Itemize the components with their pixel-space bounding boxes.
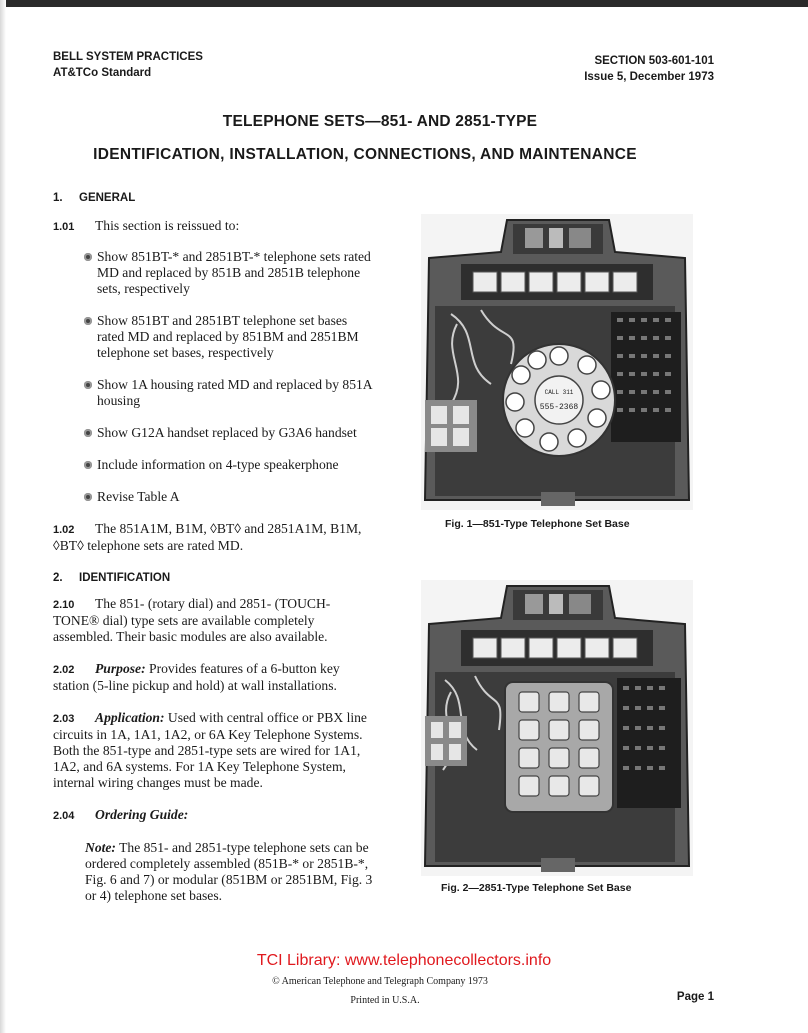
bullet-item: Show 851BT and 2851BT telephone set bases rated MD and replaced by 851BM and 2851BM telephone set bases, respectively: [53, 313, 373, 361]
bullet-item: Show 851BT-* and 2851BT-* telephone sets rated MD and replaced by 851B and 2851B telephone sets, respectively: [53, 249, 373, 297]
header-left: [53, 49, 203, 81]
header-standard: AT&TCo Standard: [53, 67, 152, 79]
bullet-icon: [84, 317, 92, 325]
bullet-icon: [84, 381, 92, 389]
bullet-icon: [84, 461, 92, 469]
section-general-heading: 1. GENERAL: [53, 192, 136, 204]
figure-851-base-photo: [421, 214, 693, 510]
bullet-icon: [84, 253, 92, 261]
header-practice: BELL SYSTEM PRACTICES: [53, 51, 203, 63]
printed-notice: Printed in U.S.A.: [350, 995, 420, 1006]
para-2-10: 2.10 The 851- (rotary dial) and 2851- (TOUCH-TONE® dial) type sets are available completely assembled. Their basic modules are also available.: [53, 596, 331, 644]
para-2-02: 2.02 Purpose: Provides features of a 6-button key station (5-line pickup and hold) at wall installations.: [53, 661, 340, 693]
scan-top-edge: [0, 0, 808, 7]
bullet-item: Include information on 4-type speakerphone: [53, 457, 373, 473]
para-2-04: 2.04 Ordering Guide:: [53, 807, 189, 822]
copyright-notice: © American Telephone and Telegraph Company 1973: [272, 976, 488, 987]
tci-library-link[interactable]: TCI Library: www.telephonecollectors.info: [256, 952, 552, 969]
dial-card-call-text: CALL 311: [544, 389, 574, 396]
para-1-02: 1.02 The 851A1M, B1M, ◊BT◊ and 2851A1M, B1M, ◊BT◊ telephone sets are rated MD.: [53, 521, 362, 553]
ordering-note: Note: The 851- and 2851-type telephone sets can be ordered completely assembled (851B-* or 2851B-*, Fig. 6 and 7) or modular (851BM or 2851BM, Fig. 3 or 4) telephone set bases.: [85, 840, 373, 903]
bullet-icon: [84, 493, 92, 501]
section-identification-heading: 2. IDENTIFICATION: [53, 572, 171, 584]
page-number: Page 1: [676, 991, 714, 1003]
para-2-03: 2.03 Application: Used with central office or PBX line circuits in 1A, 1A1, 1A2, or 6A Key Telephone Systems. Both the 851-type and 2851-type sets are wired for 1A1, 1A2, and 6A systems. For 1A Key Telephone System, internal wiring changes must be made.: [53, 710, 367, 790]
figure-2851-base-photo: [421, 580, 693, 876]
bullet-item: Show G12A handset replaced by G3A6 handset: [53, 425, 373, 441]
header-right: [584, 53, 714, 85]
header-issue: Issue 5, December 1973: [584, 71, 714, 83]
text-column: [53, 190, 373, 904]
figure-1-caption: Fig. 1—851-Type Telephone Set Base: [445, 518, 630, 530]
document-subtitle: IDENTIFICATION, INSTALLATION, CONNECTIONS, AND MAINTENANCE: [93, 146, 637, 163]
header-section: SECTION 503-601-101: [594, 55, 714, 67]
bullet-icon: [84, 429, 92, 437]
para-1-01: 1.01 This section is reissued to:: [53, 218, 240, 233]
bullet-item: Show 1A housing rated MD and replaced by 851A housing: [53, 377, 373, 409]
document-title: TELEPHONE SETS—851- AND 2851-TYPE: [222, 113, 538, 130]
bullet-item: Revise Table A: [53, 489, 373, 505]
dial-card-number: 555-2368: [539, 403, 579, 412]
figure-2-caption: Fig. 2—2851-Type Telephone Set Base: [441, 882, 632, 894]
